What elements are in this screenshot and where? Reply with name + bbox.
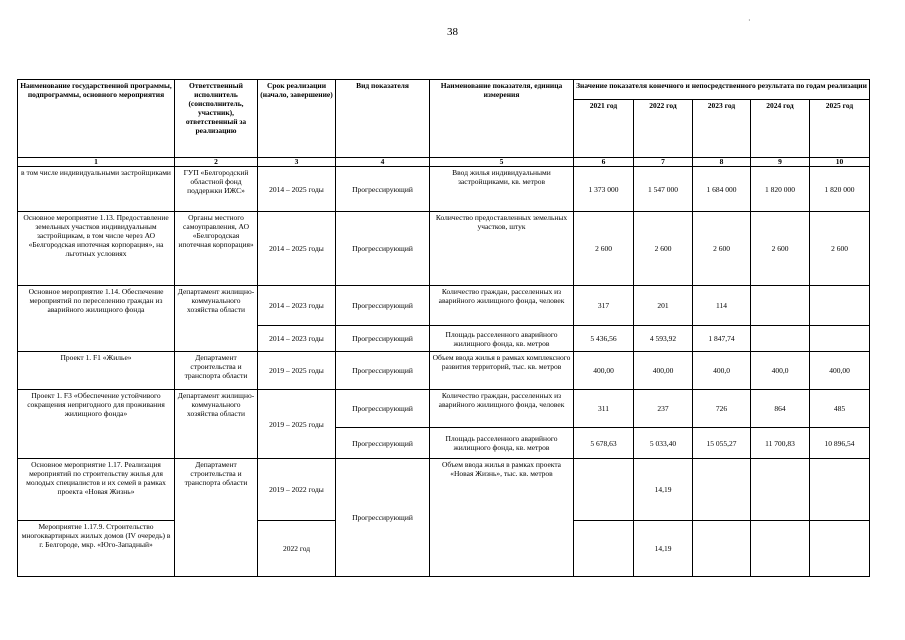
indicator-name: Объем ввода жилья в рамках проекта «Новая Жизнь», тыс. кв. метров: [430, 459, 574, 577]
value-cell: 311: [574, 390, 634, 428]
value-cell: 10 896,54: [810, 428, 870, 459]
indicators-table: [17, 79, 870, 577]
indicator-name: Количество предоставленных земельных участков, штук: [430, 212, 574, 286]
program-name: в том числе индивидуальными застройщиками: [18, 167, 175, 212]
table-row: [18, 212, 870, 286]
table-row: [18, 352, 870, 390]
indicator-kind: Прогрессирующий: [336, 212, 430, 286]
column-number: 7: [634, 158, 693, 167]
program-name: Проект 1. F3 «Обеспечение устойчивого сокращения непригодного для проживания жилищного фонда»: [18, 390, 175, 459]
term: 2019 – 2025 годы: [258, 352, 336, 390]
value-cell: 400,00: [634, 352, 693, 390]
indicator-name: Ввод жилья индивидуальными застройщиками, кв. метров: [430, 167, 574, 212]
table-row: [18, 167, 870, 212]
value-cell: 14,19: [634, 459, 693, 521]
header-year: 2022 год: [634, 100, 693, 158]
column-number: 2: [175, 158, 258, 167]
indicator-kind: Прогрессирующий: [336, 390, 430, 428]
value-cell: 485: [810, 390, 870, 428]
value-cell: [810, 326, 870, 352]
value-cell: [810, 459, 870, 521]
program-name: Основное мероприятие 1.13. Предоставление земельных участков индивидуальным застройщикам, в том числе через АО «Белгородская ипотечная корпорация», на льготных условиях: [18, 212, 175, 286]
responsible: ГУП «Белгородский областной фонд поддержки ИЖС»: [175, 167, 258, 212]
term: 2014 – 2025 годы: [258, 212, 336, 286]
term: 2014 – 2023 годы: [258, 286, 336, 326]
responsible: Органы местного самоуправления, АО «Белгородская ипотечная корпорация»: [175, 212, 258, 286]
column-number: 8: [693, 158, 751, 167]
indicator-kind: Прогрессирующий: [336, 286, 430, 326]
value-cell: 1 684 000: [693, 167, 751, 212]
column-number: 4: [336, 158, 430, 167]
value-cell: 201: [634, 286, 693, 326]
value-cell: 2 600: [693, 212, 751, 286]
value-cell: 11 700,83: [751, 428, 810, 459]
term: 2022 год: [258, 521, 336, 577]
program-name: Основное мероприятие 1.17. Реализация мероприятий по строительству жилья для молодых специалистов и их семей в рамках проекта «Новая Жизнь»: [18, 459, 175, 521]
corner-mark: ·: [748, 16, 751, 25]
indicator-name: Количество граждан, расселенных из аварийного жилищного фонда, человек: [430, 390, 574, 428]
value-cell: [810, 286, 870, 326]
value-cell: 4 593,92: [634, 326, 693, 352]
value-cell: 14,19: [634, 521, 693, 577]
value-cell: 400,00: [810, 352, 870, 390]
term: 2014 – 2023 годы: [258, 326, 336, 352]
header-values-group: Значение показателя конечного и непосредственного результата по годам реализации: [574, 80, 870, 100]
program-name: Проект 1. F1 «Жилье»: [18, 352, 175, 390]
header-year: 2024 год: [751, 100, 810, 158]
responsible: Департамент строительства и транспорта области: [175, 352, 258, 390]
column-number: 1: [18, 158, 175, 167]
header-year: 2023 год: [693, 100, 751, 158]
value-cell: 5 436,56: [574, 326, 634, 352]
indicator-name: Количество граждан, расселенных из аварийного жилищного фонда, человек: [430, 286, 574, 326]
value-cell: [751, 326, 810, 352]
value-cell: 2 600: [810, 212, 870, 286]
term: 2019 – 2022 годы: [258, 459, 336, 521]
header-year: 2021 год: [574, 100, 634, 158]
value-cell: 864: [751, 390, 810, 428]
term: 2014 – 2025 годы: [258, 167, 336, 212]
value-cell: 114: [693, 286, 751, 326]
column-number: 9: [751, 158, 810, 167]
value-cell: 400,0: [693, 352, 751, 390]
value-cell: 2 600: [751, 212, 810, 286]
term: 2019 – 2025 годы: [258, 390, 336, 459]
table-row: [18, 390, 870, 428]
indicator-kind: Прогрессирующий: [336, 459, 430, 577]
page-number: 38: [447, 26, 458, 38]
value-cell: 1 847,74: [693, 326, 751, 352]
value-cell: 5 033,40: [634, 428, 693, 459]
column-number: 3: [258, 158, 336, 167]
value-cell: 726: [693, 390, 751, 428]
value-cell: 1 820 000: [751, 167, 810, 212]
value-cell: [810, 521, 870, 577]
value-cell: 400,00: [574, 352, 634, 390]
value-cell: 5 678,63: [574, 428, 634, 459]
indicator-name: Объем ввода жилья в рамках комплексного развития территорий, тыс. кв. метров: [430, 352, 574, 390]
program-name: Мероприятие 1.17.9. Строительство многоквартирных жилых домов (IV очередь) в г. Белгороде, мкр. «Юго-Западный»: [18, 521, 175, 577]
table-row: [18, 286, 870, 326]
value-cell: [693, 459, 751, 521]
value-cell: [574, 521, 634, 577]
value-cell: 2 600: [634, 212, 693, 286]
indicator-kind: Прогрессирующий: [336, 326, 430, 352]
value-cell: 400,0: [751, 352, 810, 390]
value-cell: [751, 286, 810, 326]
indicator-name: Площадь расселенного аварийного жилищного фонда, кв. метров: [430, 428, 574, 459]
responsible: Департамент жилищно-коммунального хозяйства области: [175, 390, 258, 459]
indicator-name: Площадь расселенного аварийного жилищного фонда, кв. метров: [430, 326, 574, 352]
value-cell: [574, 459, 634, 521]
value-cell: 317: [574, 286, 634, 326]
indicator-kind: Прогрессирующий: [336, 167, 430, 212]
value-cell: 1 820 000: [810, 167, 870, 212]
column-number: 10: [810, 158, 870, 167]
header-indicator-name: Наименование показателя, единица измерения: [430, 80, 574, 158]
table-row: [18, 459, 870, 521]
value-cell: 1 373 000: [574, 167, 634, 212]
value-cell: 2 600: [574, 212, 634, 286]
value-cell: 237: [634, 390, 693, 428]
indicator-kind: Прогрессирующий: [336, 428, 430, 459]
header-program-name: Наименование государственной программы, подпрограммы, основного мероприятия: [18, 80, 175, 158]
header-responsible: Ответственный исполнитель (соисполнитель, участник), ответственный за реализацию: [175, 80, 258, 158]
value-cell: 1 547 000: [634, 167, 693, 212]
value-cell: 15 055,27: [693, 428, 751, 459]
header-term: Срок реализации (начало, завершение): [258, 80, 336, 158]
column-number: 5: [430, 158, 574, 167]
responsible: Департамент строительства и транспорта области: [175, 459, 258, 577]
indicator-kind: Прогрессирующий: [336, 352, 430, 390]
value-cell: [751, 459, 810, 521]
program-name: Основное мероприятие 1.14. Обеспечение мероприятий по переселению граждан из аварийного жилищного фонда: [18, 286, 175, 352]
header-year: 2025 год: [810, 100, 870, 158]
value-cell: [693, 521, 751, 577]
header-indicator-kind: Вид показателя: [336, 80, 430, 158]
responsible: Департамент жилищно-коммунального хозяйства области: [175, 286, 258, 352]
column-number: 6: [574, 158, 634, 167]
value-cell: [751, 521, 810, 577]
